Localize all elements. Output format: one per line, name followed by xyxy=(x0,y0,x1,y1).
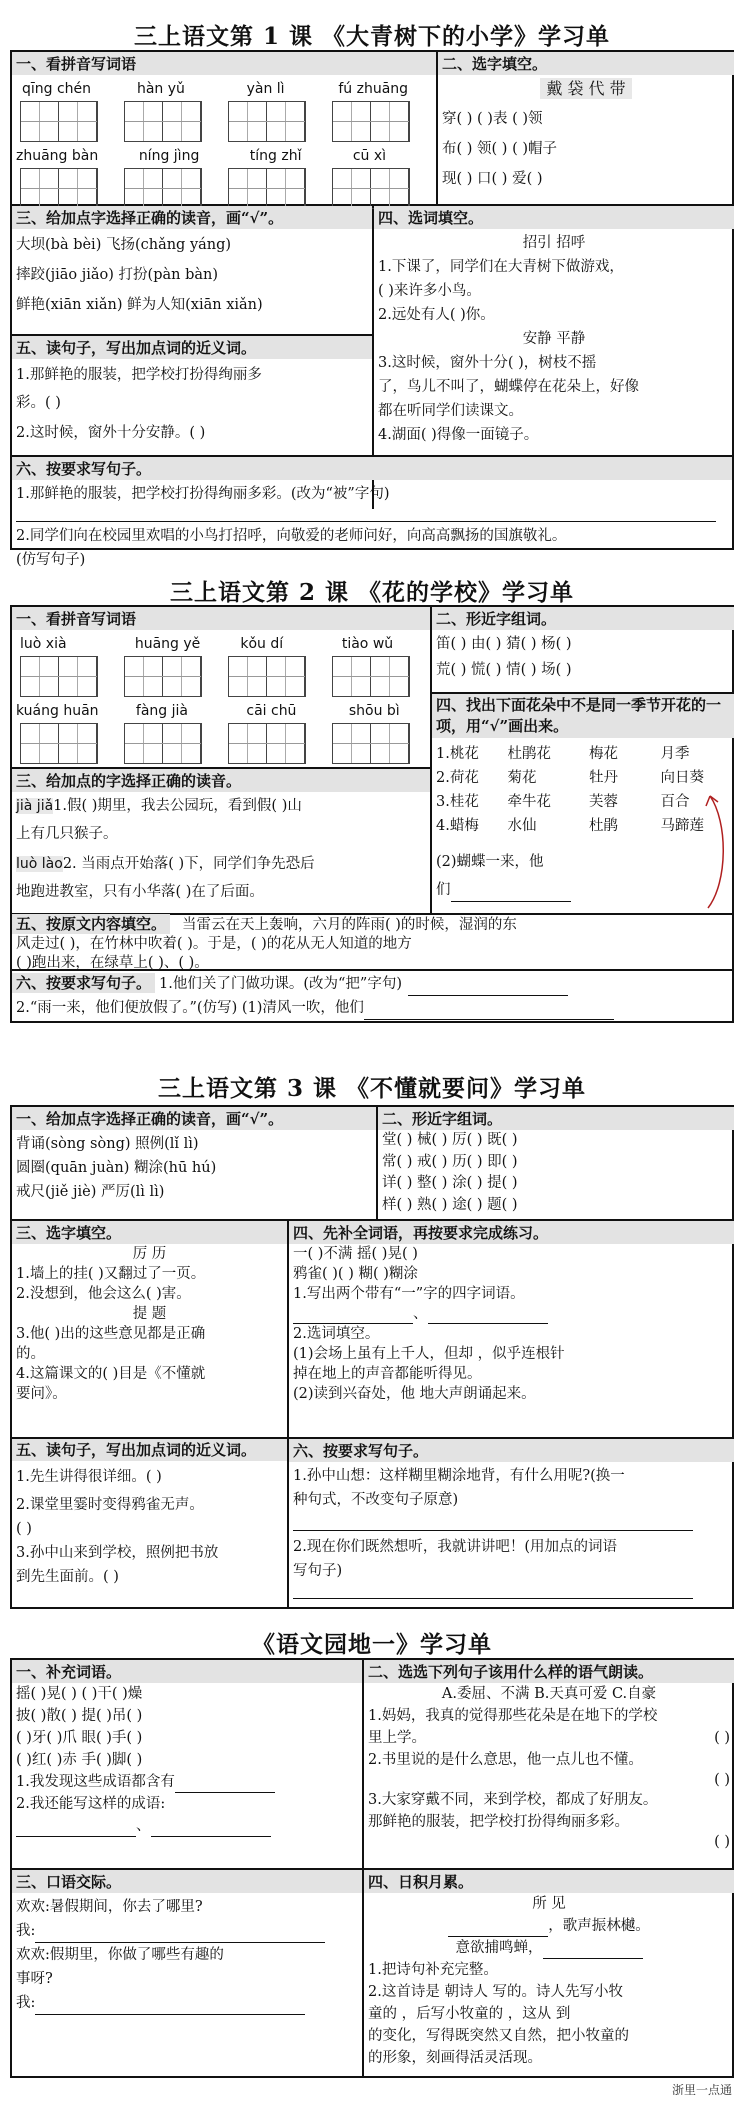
ws2-rewrite-section xyxy=(12,971,732,1023)
ws1-s5-heading: 五、读句子，写出加点词的近义词。 xyxy=(12,336,372,359)
task-line[interactable]: 2. 当雨点开始落( )下，同学们争先恐后 xyxy=(62,856,315,872)
flower-option[interactable]: 菊花 xyxy=(507,770,537,786)
ws2-pinyin-section xyxy=(12,607,430,767)
task-line: (2)蝴蝶一来，他 xyxy=(436,854,544,870)
fill-line[interactable]: 2.这时候，窗外十分安静。( ) xyxy=(16,425,206,441)
pinyin-label: yàn lì xyxy=(246,81,285,97)
fill-line[interactable]: ( )牙( )爪 眼( )手( ) xyxy=(16,1730,143,1746)
ws2-flower-season-section xyxy=(432,694,734,913)
task-line[interactable]: 的变化，写得既突然又自然，把小牧童的 xyxy=(368,2028,629,2044)
ws2-pronunciation-section xyxy=(12,769,430,913)
ws1-choose-char-section xyxy=(438,52,734,204)
ws1-s4-heading: 四、选词填空。 xyxy=(374,206,734,229)
fill-line[interactable]: 现( ) 口( ) 爱( ) xyxy=(442,171,543,187)
worksheet-2-title: 三上语文第 2 课 《花的学校》学习单 xyxy=(169,579,575,606)
task-line: 1.他们关了门做功课。(改为“把”字句) xyxy=(159,976,402,992)
fill-line[interactable]: 鸦雀( )( ) 糊( )糊涂 xyxy=(293,1266,418,1282)
flower-option[interactable]: 1.桃花 xyxy=(436,746,479,762)
pinyin-label: tiào wǔ xyxy=(341,636,394,652)
answer-line[interactable] xyxy=(451,885,571,902)
pronunciation-line[interactable]: 背诵(sòng sòng) 照例(lǐ lì) xyxy=(16,1136,199,1152)
fill-line[interactable]: 样( ) 熟( ) 途( ) 题( ) xyxy=(382,1196,518,1213)
fill-line[interactable]: 2.远处有人( )你。 xyxy=(378,307,495,323)
task-line[interactable]: (1)会场上虽有上千人，但却 ，似乎连根针 xyxy=(293,1346,565,1362)
task-line: 种句式，不改变句子原意) xyxy=(293,1492,459,1508)
fill-line[interactable]: 穿( ) ( )表 ( )领 xyxy=(442,111,543,127)
ws3-pronunciation-section xyxy=(12,1107,376,1219)
task-line: 1.我发现这些成语都含有 xyxy=(16,1774,175,1790)
writing-grid[interactable] xyxy=(332,101,410,142)
ws3-s5-heading: 五、读句子，写出加点词的近义词。 xyxy=(12,1439,287,1461)
answer-paren[interactable]: ( ) xyxy=(714,1834,730,1850)
fill-line[interactable]: 常( ) 戒( ) 历( ) 即( ) xyxy=(382,1153,518,1170)
pinyin-label: kuáng huān xyxy=(16,703,99,719)
char-options: 厉 历 xyxy=(132,1246,167,1262)
writing-grid[interactable] xyxy=(124,168,202,209)
footer-brand: 浙里一点通 xyxy=(671,2083,732,2097)
pinyin-label: luò xià xyxy=(20,636,67,652)
fill-line[interactable]: 一( )不满 摇( )晃( ) xyxy=(293,1246,418,1262)
answer-line[interactable] xyxy=(293,1584,693,1599)
fill-line[interactable]: 2.没想到，他会这么( )害。 xyxy=(16,1286,191,1302)
ws1-word-fill-section xyxy=(374,206,734,456)
ws1-s6-heading: 六、按要求写句子。 xyxy=(12,457,732,480)
ws1-rewrite-section xyxy=(12,457,732,568)
ws4-s2-heading: 二、选选下列句子该用什么样的语气朗读。 xyxy=(364,1660,734,1683)
pinyin-label: cū xì xyxy=(352,148,387,164)
poem-line: ，歌声振林樾。 xyxy=(548,1918,650,1934)
worksheet-3-title: 三上语文第 3 课 《不懂就要问》学习单 xyxy=(157,1075,587,1102)
ws2-s4-heading: 四、找出下面花朵中不是同一季节开花的一项，用“√”画出来。 xyxy=(432,694,734,738)
pinyin-label: cāi chū xyxy=(246,703,297,719)
flower-option[interactable]: 杜鹃 xyxy=(588,818,618,834)
worksheet-1-table xyxy=(10,50,734,568)
ws3-rewrite-section xyxy=(289,1439,734,1609)
flower-option[interactable]: 月季 xyxy=(660,746,690,762)
task-line: (仿写句子) xyxy=(16,552,86,568)
word-options: 招引 招呼 xyxy=(522,235,586,251)
pinyin-options[interactable]: jià jiǎ xyxy=(16,798,54,814)
writing-grid[interactable] xyxy=(124,723,202,764)
worksheet-4 xyxy=(10,1620,734,2090)
writing-grid[interactable] xyxy=(20,101,98,142)
writing-grid[interactable] xyxy=(228,101,306,142)
pinyin-options[interactable]: luò lào xyxy=(16,856,63,872)
writing-grid[interactable] xyxy=(332,168,410,209)
fill-line[interactable]: ( )来许多小鸟。 xyxy=(378,283,481,299)
char-options: 戴 袋 代 带 xyxy=(540,78,631,99)
task-line: 1.孙中山想：这样糊里糊涂地背，有什么用呢?(换一 xyxy=(293,1468,625,1484)
fill-line: 的。 xyxy=(16,1346,45,1362)
ws2-similar-char-section xyxy=(432,607,734,692)
flower-option[interactable]: 牡丹 xyxy=(588,770,618,786)
ws1-s1-heading: 一、看拼音写词语 xyxy=(12,52,436,75)
fill-line: 1.那鲜艳的服装，把学校打扮得绚丽多 xyxy=(16,367,262,383)
fill-line[interactable]: 3.这时候，窗外十分( )，树枝不摇 xyxy=(378,355,597,371)
task-line: 写句子) xyxy=(293,1563,343,1579)
task-line: 1.写出两个带有“一”字的四字词语。 xyxy=(293,1286,525,1302)
fill-line: 了，鸟儿不叫了，蝴蝶停在花朵上，好像 xyxy=(378,379,639,395)
poem-line: 意欲捕鸣蝉， xyxy=(455,1940,543,1956)
task-line[interactable]: 2.这首诗是 朝诗人 写的。诗人先写小牧 xyxy=(368,1984,624,2000)
answer-line[interactable] xyxy=(428,1307,548,1324)
flower-option[interactable]: 4.蜡梅 xyxy=(436,818,479,834)
task-line: 2.我还能写这样的成语: xyxy=(16,1796,166,1812)
worksheet-2 xyxy=(10,560,734,1030)
writing-grid[interactable] xyxy=(20,723,98,764)
answer-line[interactable] xyxy=(35,1998,305,2015)
task-line[interactable]: 地跑进教室，只有小华落( )在了后面。 xyxy=(16,884,264,900)
flower-option[interactable]: 百合 xyxy=(660,794,690,810)
writing-grid[interactable] xyxy=(124,656,202,697)
fill-line[interactable]: 详( ) 整( ) 涂( ) 提( ) xyxy=(382,1175,518,1191)
writing-grid[interactable] xyxy=(228,723,306,764)
ws2-text-fill-section xyxy=(12,915,732,969)
task-line: 2.书里说的是什么意思，他一点儿也不懂。 xyxy=(368,1752,643,1768)
flower-option[interactable]: 马蹄莲 xyxy=(660,818,704,834)
dialog-line: 我: xyxy=(16,1923,36,1939)
pinyin-label: zhuāng bàn xyxy=(16,148,99,164)
task-line: 2.选词填空。 xyxy=(293,1326,380,1342)
ws2-s2-heading: 二、形近字组词。 xyxy=(432,607,734,630)
fill-line: 1.下课了，同学们在大青树下做游戏， xyxy=(378,259,624,275)
ws4-tone-section xyxy=(364,1660,734,1868)
ws1-pinyin-section xyxy=(12,52,436,204)
char-options: 提 题 xyxy=(132,1306,167,1322)
ws2-s3-heading: 三、给加点的字选择正确的读音。 xyxy=(12,769,430,792)
dialog-line: 我: xyxy=(16,1995,36,2011)
flower-option[interactable]: 梅花 xyxy=(588,746,618,762)
ws4-accumulation-section xyxy=(364,1870,734,2078)
ws4-s4-heading: 四、日积月累。 xyxy=(364,1870,734,1893)
ws2-s6-heading: 六、按要求写句子。 xyxy=(12,973,155,993)
answer-line[interactable] xyxy=(16,1820,136,1837)
task-line: 里上学。 xyxy=(368,1730,426,1746)
worksheet-1-title: 三上语文第 1 课 《大青树下的小学》学习单 xyxy=(133,23,611,50)
flower-option[interactable]: 牵牛花 xyxy=(507,794,552,810)
answer-paren[interactable]: ( ) xyxy=(714,1730,730,1746)
pinyin-label: fú zhuāng xyxy=(338,81,409,97)
writing-grid[interactable] xyxy=(228,656,306,697)
fill-line[interactable]: 1.墙上的挂( )又翻过了一页。 xyxy=(16,1266,206,1282)
ws4-s3-heading: 三、口语交际。 xyxy=(12,1870,362,1893)
ws4-oral-section xyxy=(12,1870,362,2078)
task-line: 掉在地上的声音都能听得见。 xyxy=(293,1366,482,1382)
fill-line[interactable]: 彩。( ) xyxy=(16,395,61,411)
fill-line[interactable]: 布( ) 领( ) ( )帽子 xyxy=(442,141,557,157)
task-line[interactable]: 当雷云在天上轰响，六月的阵雨( )的时候，湿润的东 xyxy=(182,917,517,933)
task-line: 那鲜艳的服装，把学校打扮得绚丽多彩。 xyxy=(368,1814,629,1830)
task-line: 上有几只猴子。 xyxy=(16,826,118,842)
worksheet-4-table xyxy=(10,1658,734,2078)
poem-title: 所 见 xyxy=(532,1896,566,1912)
ws3-s1-heading: 一、给加点字选择正确的读音，画“√”。 xyxy=(12,1107,376,1130)
ws3-s4-heading: 四、先补全词语，再按要求完成练习。 xyxy=(289,1221,734,1244)
fill-line: 2.课堂里霎时变得鸦雀无声。 xyxy=(16,1497,204,1513)
pronunciation-line[interactable]: 圆圈(quān juàn) 糊涂(hū hú) xyxy=(16,1160,217,1176)
flower-option[interactable]: 向日葵 xyxy=(660,770,704,786)
ws2-s1-heading: 一、看拼音写词语 xyxy=(12,607,430,630)
answer-line[interactable] xyxy=(293,1512,693,1531)
ws3-similar-char-section xyxy=(378,1107,734,1219)
fill-line[interactable]: 荒( ) 慌( ) 情( ) 场( ) xyxy=(436,662,572,678)
worksheet-4-title: 《语文园地一》学习单 xyxy=(252,1631,492,1658)
fill-line[interactable]: 披( )散( ) 提( )吊( ) xyxy=(16,1708,143,1724)
task-line[interactable]: ( )跑出来，在绿草上( )、( )。 xyxy=(16,955,209,971)
dialog-line: 欢欢:暑假期间，你去了哪里? xyxy=(16,1899,203,1915)
task-line: 2.“雨一来，他们便放假了。”(仿写) (1)清风一吹，他们 xyxy=(16,1000,364,1016)
pinyin-label: kǒu dí xyxy=(240,636,284,652)
tone-options: A.委屈、不满 B.天真可爱 C.自豪 xyxy=(441,1686,657,1702)
separator: 、 xyxy=(136,1818,151,1834)
task-line[interactable]: 1.假( )期里，我去公园玩，看到假( )山 xyxy=(53,798,302,814)
task-line: 们 xyxy=(436,882,451,898)
answer-line[interactable] xyxy=(408,979,568,996)
fill-line[interactable]: 摇( )晃( ) ( )干( )燥 xyxy=(16,1686,143,1702)
dialog-line: 事呀? xyxy=(16,1971,53,1987)
fill-line[interactable]: 4.这篇课文的( )目是《不懂就 xyxy=(16,1366,206,1382)
fill-line[interactable]: 笛( ) 由( ) 猜( ) 杨( ) xyxy=(436,636,572,652)
pronunciation-line[interactable]: 大坝(bà bèi) 飞扬(chǎng yáng) xyxy=(16,237,232,253)
writing-grid[interactable] xyxy=(124,101,202,142)
writing-grid[interactable] xyxy=(20,656,98,697)
writing-grid[interactable] xyxy=(20,168,98,209)
answer-line[interactable] xyxy=(448,1920,548,1937)
fill-line[interactable]: 堂( ) 械( ) 厉( ) 既( ) xyxy=(382,1132,518,1148)
fill-line: 都在听同学们读课文。 xyxy=(378,403,523,419)
ws1-synonym-section xyxy=(12,336,372,455)
task-line: 2.同学们向在校园里欢唱的小鸟打招呼，向敬爱的老师问好，向高高飘扬的国旗敬礼。 xyxy=(16,528,567,544)
fill-line: 要问》。 xyxy=(16,1386,67,1402)
fill-line[interactable]: 4.湖面( )得像一面镜子。 xyxy=(378,427,539,443)
word-options: 安静 平静 xyxy=(522,331,586,347)
task-line: 1.把诗句补充完整。 xyxy=(368,1962,498,1978)
ws3-s3-heading: 三、选字填空。 xyxy=(12,1221,287,1244)
ws3-s2-heading: 二、形近字组词。 xyxy=(378,1107,734,1130)
task-line: 3.大家穿戴不同，来到学校，都成了好朋友。 xyxy=(368,1792,658,1808)
flower-option[interactable]: 芙蓉 xyxy=(588,794,618,810)
answer-line[interactable] xyxy=(35,1926,325,1943)
fill-line[interactable]: ( ) xyxy=(16,1521,32,1537)
flower-option[interactable]: 水仙 xyxy=(507,818,537,834)
pinyin-label: huāng yě xyxy=(134,636,201,652)
flower-option[interactable]: 2.荷花 xyxy=(436,770,479,786)
ws1-s2-heading: 二、选字填空。 xyxy=(438,52,734,75)
flower-option[interactable]: 3.桂花 xyxy=(436,794,479,810)
answer-line[interactable] xyxy=(293,1307,413,1324)
worksheet-1 xyxy=(10,0,734,568)
pronunciation-line[interactable]: 鲜艳(xiān xiǎn) 鲜为人知(xiān xiǎn) xyxy=(16,297,263,313)
writing-grid[interactable] xyxy=(228,168,306,209)
answer-line[interactable] xyxy=(175,1776,275,1793)
ws1-pronunciation-section xyxy=(12,206,372,334)
pinyin-label: qīng chén xyxy=(22,81,92,97)
pinyin-label: níng jìng xyxy=(138,148,200,164)
fill-line[interactable]: 1.先生讲得很详细。( ) xyxy=(16,1469,162,1485)
fill-line[interactable]: 3.他( )出的这些意见都是正确 xyxy=(16,1326,206,1342)
answer-paren[interactable]: ( ) xyxy=(714,1772,730,1788)
dialog-line: 欢欢:假期里，你做了哪些有趣的 xyxy=(16,1947,224,1963)
writing-grid[interactable] xyxy=(332,723,410,764)
task-line: 的形象，刻画得活灵活现。 xyxy=(368,2050,542,2066)
task-line: 2.现在你们既然想听，我就讲讲吧！(用加点的词语 xyxy=(293,1539,617,1555)
fill-line[interactable]: 到先生面前。( ) xyxy=(16,1569,119,1585)
pinyin-label: shōu bì xyxy=(348,703,400,719)
pinyin-label: hàn yǔ xyxy=(136,81,185,97)
answer-line[interactable] xyxy=(151,1820,271,1837)
ws2-s5-heading: 五、按原文内容填空。 xyxy=(12,914,170,934)
ws3-s6-heading: 六、按要求写句子。 xyxy=(289,1439,734,1462)
task-line[interactable]: 风走过( )，在竹林中吹着( )。于是，( )的花从无人知道的地方 xyxy=(16,936,412,952)
flower-option[interactable]: 杜鹃花 xyxy=(507,746,552,762)
task-line[interactable]: (2)读到兴奋处，他 地大声朗诵起来。 xyxy=(293,1386,536,1402)
answer-line[interactable] xyxy=(16,511,716,522)
continue-arrow-icon xyxy=(702,792,732,912)
pinyin-label: tíng zhǐ xyxy=(249,148,302,164)
fill-line[interactable]: ( )红( )赤 手( )脚( ) xyxy=(16,1752,143,1768)
pronunciation-line[interactable]: 摔跤(jiāo jiǎo) 打扮(pàn bàn) xyxy=(16,267,219,283)
ws3-choose-char-section xyxy=(12,1221,287,1437)
worksheet-3 xyxy=(10,1060,734,1620)
answer-line[interactable] xyxy=(364,1003,614,1020)
fill-line: 3.孙中山来到学校，照例把书放 xyxy=(16,1545,219,1561)
separator: 、 xyxy=(413,1306,428,1322)
writing-grid[interactable] xyxy=(332,656,410,697)
ws1-s3-heading: 三、给加点字选择正确的读音，画“√”。 xyxy=(12,206,372,229)
pronunciation-line[interactable]: 戒尺(jiě jiè) 严厉(lì lì) xyxy=(16,1184,165,1200)
task-line: 1.那鲜艳的服装，把学校打扮得绚丽多彩。(改为“被”字句) xyxy=(16,486,390,502)
ws3-complete-words-section xyxy=(289,1221,734,1437)
answer-line[interactable] xyxy=(543,1942,643,1959)
pinyin-label: fàng jià xyxy=(135,703,188,719)
worksheet-2-table xyxy=(10,605,734,1023)
task-line: 1.妈妈，我真的觉得那些花朵是在地下的学校 xyxy=(368,1708,658,1724)
ws4-idiom-section xyxy=(12,1660,362,1868)
ws4-s1-heading: 一、补充词语。 xyxy=(12,1660,362,1683)
task-line[interactable]: 童的 ，后写小牧童的 ，这从 到 xyxy=(368,2006,571,2022)
worksheet-3-table xyxy=(10,1105,734,1609)
ws3-synonym-section xyxy=(12,1439,287,1609)
